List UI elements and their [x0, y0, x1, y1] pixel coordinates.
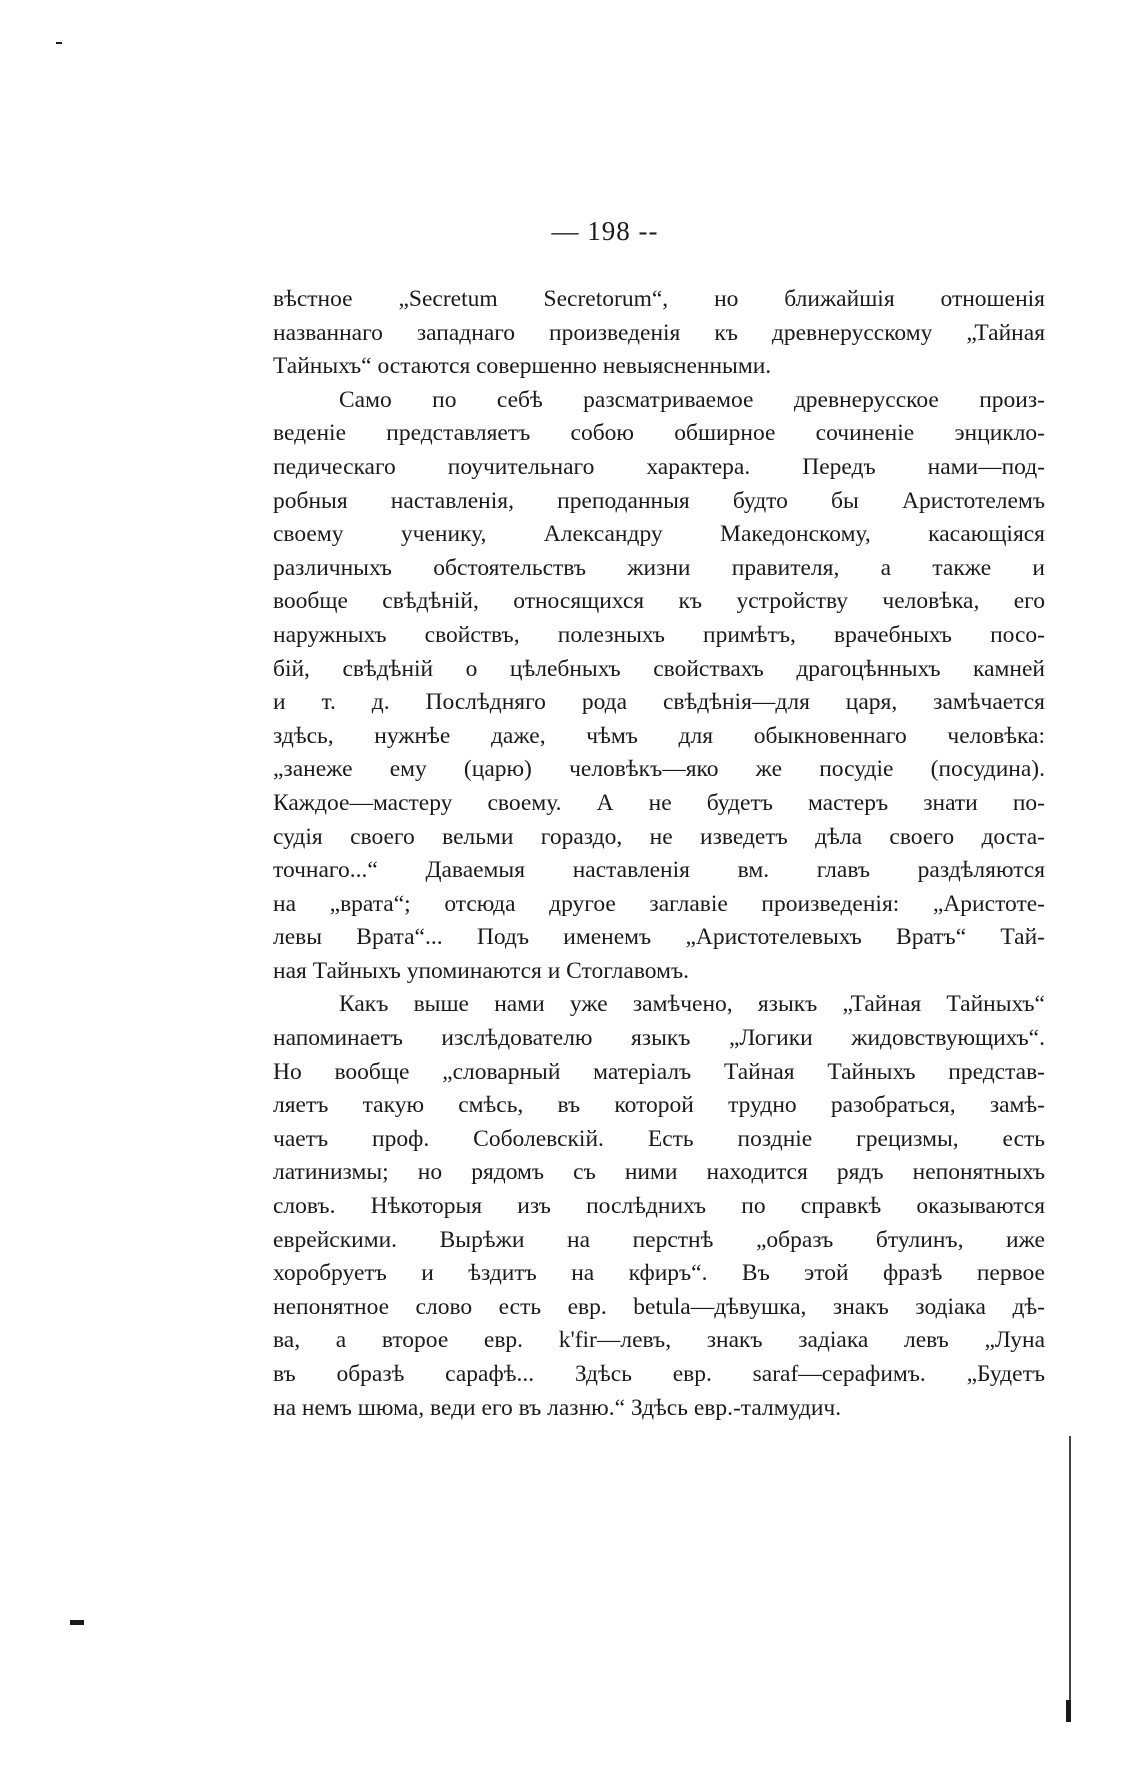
text-line: вѣстное „Secretum Secretorum“, но ближайшія отношенія: [273, 286, 1045, 312]
text-line: наружныхъ свойствъ, полезныхъ примѣтъ, врачебныхъ посо-: [273, 621, 1045, 648]
text-line: ная Тайныхъ упоминаются и Стоглавомъ.: [273, 957, 689, 984]
text-line: „занеже ему (царю) человѣкъ—яко же посудіе (посудина).: [273, 756, 1045, 783]
text-line: въ образѣ сарафѣ... Здѣсь евр. saraf—серафимъ. „Будетъ: [273, 1361, 1045, 1387]
text-line: еврейскими. Вырѣжи на перстнѣ „образъ бтулинъ, иже: [273, 1226, 1045, 1253]
text-line: педическаго поучительнаго характера. Передъ нами—под-: [273, 453, 1045, 480]
text-line: различныхъ обстоятельствъ жизни правителя, а также и: [273, 554, 1045, 581]
text-line: Тайныхъ“ остаются совершенно невыясненными.: [273, 353, 772, 380]
text-line: Каждое—мастеру своему. А не будетъ мастеръ знати по-: [273, 789, 1045, 816]
text-line: судія своего вельми гораздо, не изведетъ дѣла своего доста-: [273, 823, 1045, 850]
text-line: названнаго западнаго произведенія къ древнерусскому „Тайная: [273, 319, 1045, 346]
text-line: Но вообще „словарный матеріалъ Тайная Тайныхъ представ-: [273, 1058, 1045, 1085]
text-line: Само по себѣ разсматриваемое древнерусское произ-: [339, 386, 1045, 413]
text-line: своему ученику, Александру Македонскому, касающіяся: [273, 521, 1045, 548]
text-line: напоминаетъ изслѣдователю языкъ „Логики жидовствующихъ“.: [273, 1025, 1045, 1052]
text-line: бій, свѣдѣній о цѣлебныхъ свойствахъ драгоцѣнныхъ камней: [273, 655, 1045, 682]
margin-arrow-mark: [70, 1620, 84, 1625]
text-line: ляетъ такую смѣсь, въ которой трудно разобраться, замѣ-: [273, 1092, 1045, 1119]
right-margin-rule-end: [1066, 1700, 1071, 1722]
right-margin-rule: [1069, 1436, 1071, 1722]
text-line: и т. д. Послѣдняго рода свѣдѣнія—для царя, замѣчается: [273, 689, 1045, 716]
text-line: чаетъ проф. Соболевскій. Есть поздніе грецизмы, есть: [273, 1125, 1045, 1152]
text-line: на немъ шюма, веди его въ лазню.“ Здѣсь евр.-талмудич.: [273, 1394, 842, 1421]
text-line: Какъ выше нами уже замѣчено, языкъ „Тайная Тайныхъ“: [339, 991, 1045, 1018]
margin-speck: [56, 42, 62, 44]
text-line: словъ. Нѣкоторыя изъ послѣднихъ по справкѣ оказываются: [273, 1193, 1045, 1220]
text-line: на „врата“; отсюда другое заглавіе произведенія: „Аристоте-: [273, 890, 1045, 917]
body-text: [273, 283, 1045, 1425]
text-line: непонятное слово есть евр. betula—дѣвушка, знакъ зодіака дѣ-: [273, 1293, 1045, 1320]
text-line: хоробруетъ и ѣздитъ на кфиръ“. Въ этой фразѣ первое: [273, 1260, 1045, 1287]
text-line: робныя наставленія, преподанныя будто бы Аристотелемъ: [273, 487, 1045, 514]
text-line: латинизмы; но рядомъ съ ними находится рядъ непонятныхъ: [273, 1159, 1045, 1186]
page-number: — 198 --: [551, 216, 659, 246]
text-line: левы Врата“... Подъ именемъ „Аристотелевыхъ Вратъ“ Тай-: [273, 924, 1045, 951]
text-line: веденіе представляетъ собою обширное сочиненіе энцикло-: [273, 420, 1045, 447]
text-line: вообще свѣдѣній, относящихся къ устройству человѣка, его: [273, 588, 1045, 615]
text-line: здѣсь, нужнѣе даже, чѣмъ для обыкновеннаго человѣка:: [273, 722, 1045, 749]
text-line: ва, а второе евр. k'fir—левъ, знакъ задіака левъ „Луна: [273, 1327, 1045, 1354]
text-line: точнаго...“ Даваемыя наставленія вм. главъ раздѣляются: [273, 857, 1045, 884]
